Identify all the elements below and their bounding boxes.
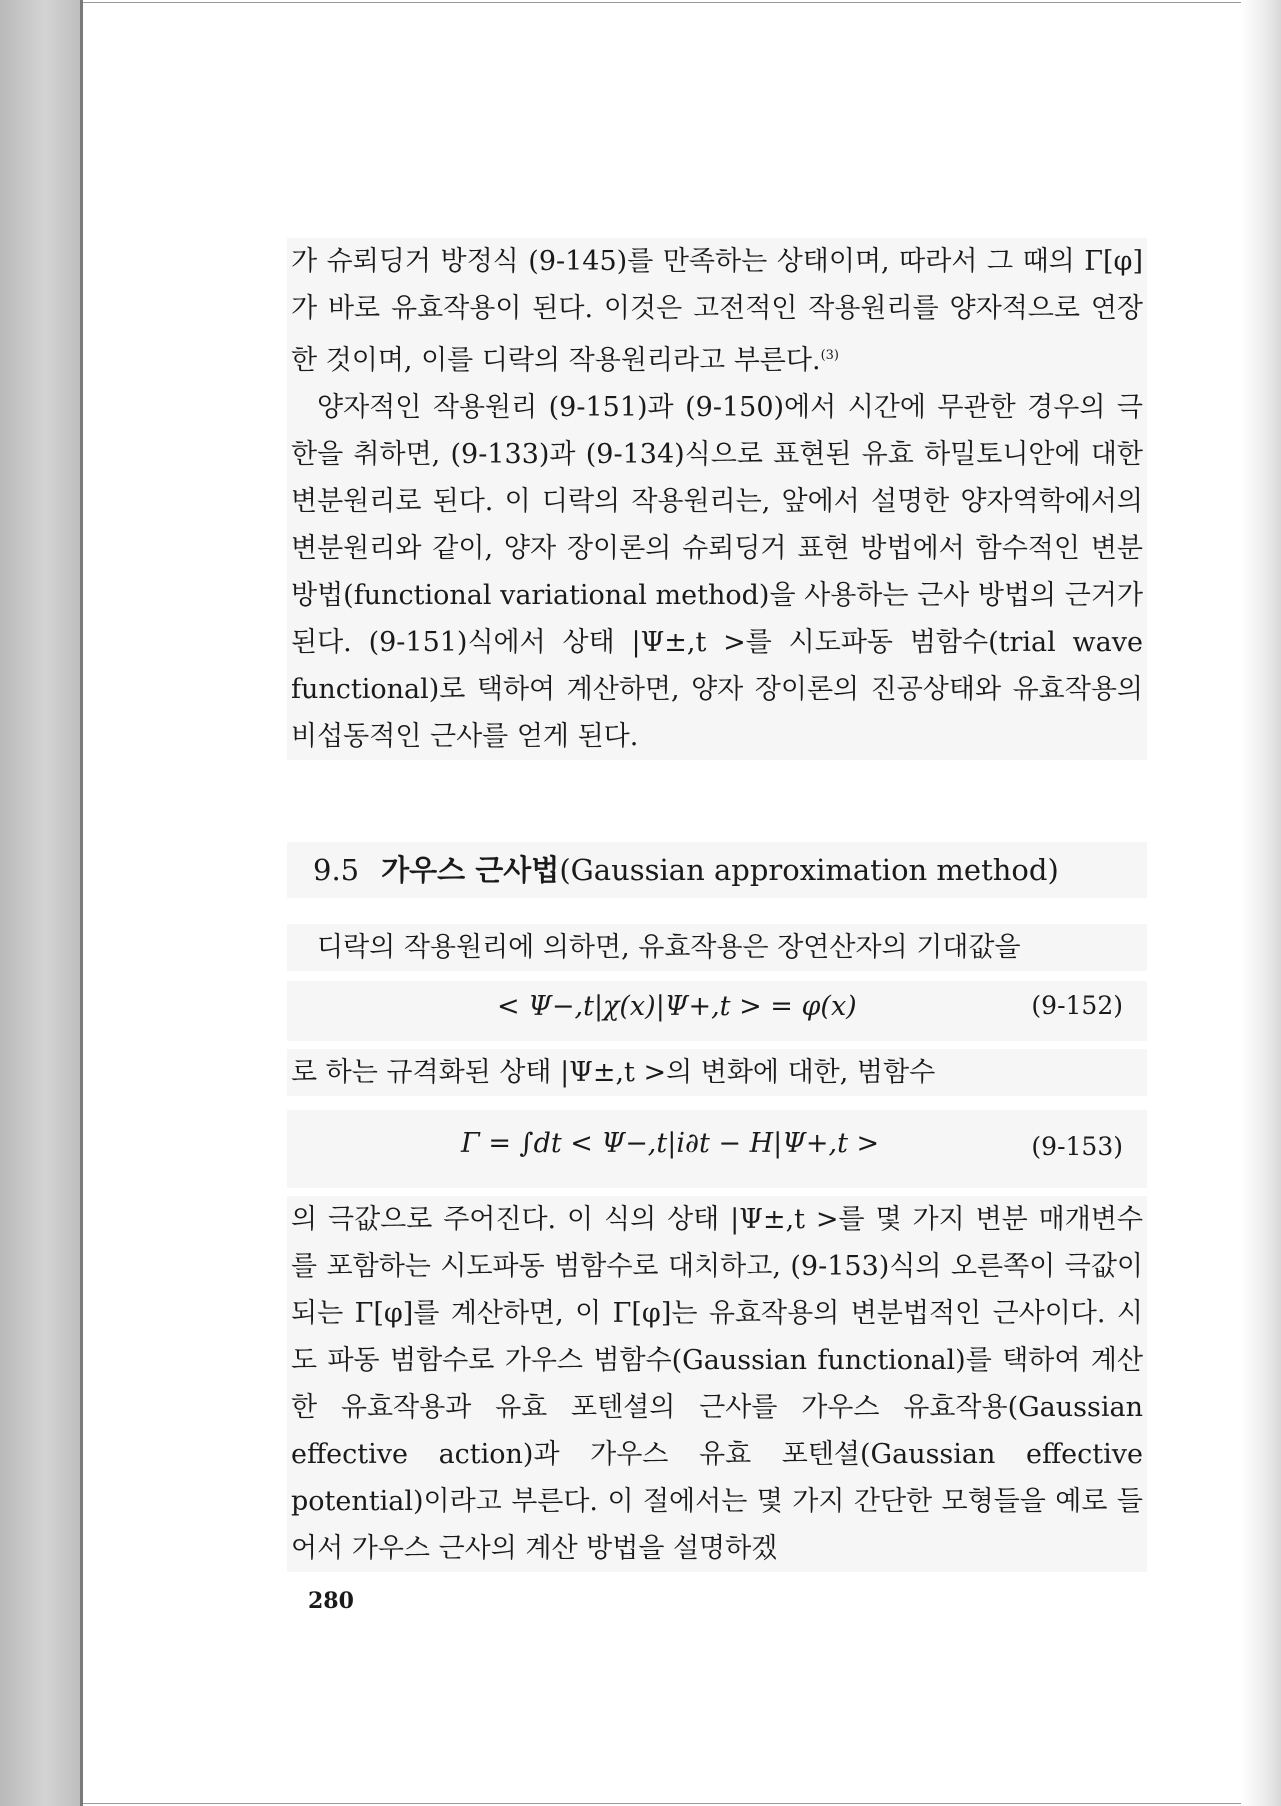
equation-152-number: (9-152) [1031,991,1123,1020]
paragraph-4: 로 하는 규격화된 상태 |Ψ±,t >의 변화에 대한, 범함수 [287,1049,1147,1096]
section-number: 9.5 [313,853,360,887]
equation-153-expr: Γ = ∫dt < Ψ−,t|i∂t − H|Ψ+,t > [461,1128,880,1159]
equation-153 [287,1110,1147,1188]
paragraph-3: 디락의 작용원리에 의하면, 유효작용은 장연산자의 기대값을 [287,924,1147,971]
paragraph-5: 의 극값으로 주어진다. 이 식의 상태 |Ψ±,t >를 몇 가지 변분 매개변수를 포함하는 시도파동 범함수로 대치하고, (9-153)식의 오른쪽이 극값이 되는 Γ[φ]를 계산하면, 이 Γ[φ]는 유효작용의 변분법적인 근사이다. 시도 파동 범함수로 가우스 범함수(Gaussian functional)를 택하여 계산한 유효작용과 유효 포텐셜의 근사를 가우스 유효작용(Gaussian effective action)과 가우스 유효 포텐셜(Gaussian effective potential)이라고 부른다. 이 절에서는 몇 가지 간단한 모형들을 예로 들어서 가우스 근사의 계산 방법을 설명하겠 [287,1196,1147,1572]
section-title-en: (Gaussian approximation method) [559,853,1059,887]
page-content [287,238,1147,1572]
footnote-ref: (3) [820,348,839,363]
book-spine [0,0,82,1806]
paragraph-1-text: 가 슈뢰딩거 방정식 (9-145)를 만족하는 상태이며, 따라서 그 때의 Γ[φ]가 바로 유효작용이 된다. 이것은 고전적인 작용원리를 양자적으로 연장한 것이며, 이를 디락의 작용원리라고 부른다. [291,246,1143,376]
section-title-ko: 가우스 근사법 [381,853,560,887]
page-number: 280 [308,1588,354,1614]
page-right-shadow [1241,0,1281,1806]
section-heading [287,842,1147,898]
paragraph-2: 양자적인 작용원리 (9-151)과 (9-150)에서 시간에 무관한 경우의 극한을 취하면, (9-133)과 (9-134)식으로 표현된 유효 하밀토니안에 대한 변분원리로 된다. 이 디락의 작용원리는, 앞에서 설명한 양자역학에서의 변분원리와 같이, 양자 장이론의 슈뢰딩거 표현 방법에서 함수적인 변분 방법(functional variational method)을 사용하는 근사 방법의 근거가 된다. (9-151)식에서 상태 |Ψ±,t >를 시도파동 범함수(trial wave functional)로 택하여 계산하면, 양자 장이론의 진공상태와 유효작용의 비섭동적인 근사를 얻게 된다. [287,384,1147,760]
paragraph-1 [287,238,1147,384]
equation-152-expr: < Ψ−,t|χ(x)|Ψ+,t > = φ(x) [497,991,857,1022]
equation-153-number: (9-153) [1031,1132,1123,1161]
equation-152 [287,981,1147,1041]
